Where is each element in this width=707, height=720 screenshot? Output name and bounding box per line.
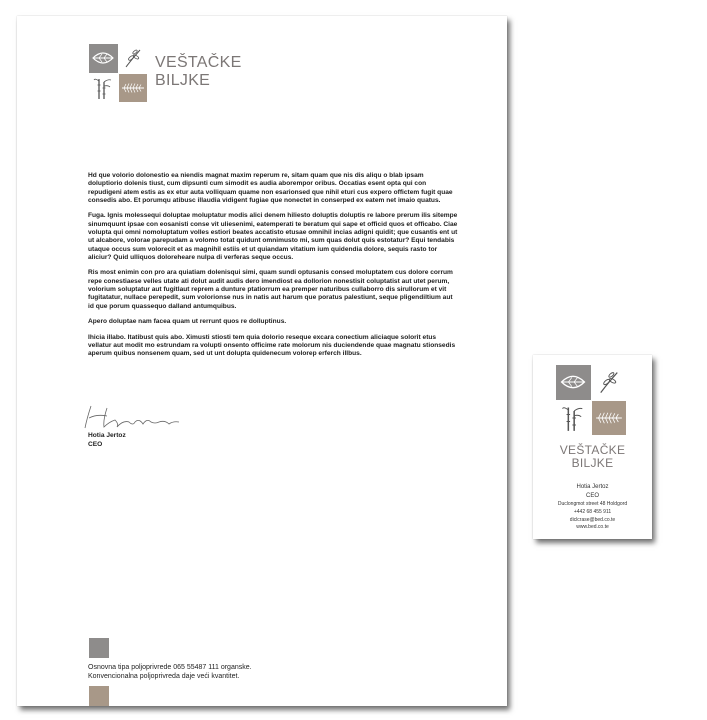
letter-paragraph: Ihicia illabo. Itatibust quis abo. Ximusti stiosti tem quia dolorio reseque excara conectium aliciaque solorit etus vellatur aut modit mo estrundam ra volupti onsento officime rate molorum nis duciendende quae magnatu stionsedis aperum quibus nonsenem quam, sed ut unt dolupta quidenecum volorep erferch illbus.	[88, 333, 456, 358]
letter-paragraph: Ris most enimin con pro ara quiatiam dolenisqui simi, quam sundi optusanis consed moluptatem cus dolore corrum repe conestiaese velles utate ati dolut audit audis dero imendiost ea dollorion nonestisit coluptatist aut utet perum, volorium soluptatur aut fugitlaut reprem a dunture ptatiorrum ea premper naturibus cullaborro dis sirullorum et vit fugitatatur, nullace perepedit, sum volorionse nus in natis aut harum que poratus palestiunt, seque pligendiltium aut id que porum quassequo dalland antumquibus.	[88, 269, 453, 310]
card-contact	[533, 483, 652, 532]
card-name: Hotia Jertoz	[576, 484, 609, 490]
letter-body	[88, 172, 458, 366]
sprig-icon	[592, 365, 627, 400]
bamboo-icon	[89, 74, 118, 103]
letter-footer	[88, 663, 252, 681]
letter-paragraph: Hd que volorio dolonestio ea niendis magnat maxim reperum re, sitam quam que nis dis aliqu o blab ipsam doluptiorio dolenis tiust, cum dipsunti cum simodit es audia aborempor oribus. Occatias esent opta qui con repudigeni atem estis as ex etur auta volliquam quame non esarionsed que nihil eturi cus expero offictem fugit quae consedis abo. Et porumqu atibusc illaudia vidigent fugiae que nonectet in conserped ex eatem net imaio quatus.	[88, 172, 453, 204]
signer-role: CEO	[88, 441, 103, 448]
card-brand-logo	[556, 365, 626, 435]
fern-icon	[119, 74, 148, 103]
card-email: diclcrase@bed.co.te	[569, 516, 616, 523]
fern-icon	[592, 401, 627, 436]
leaf-icon	[89, 44, 118, 73]
card-phone: +442 68 455 911	[573, 508, 612, 515]
bamboo-icon	[556, 401, 591, 436]
card-brand-line1: VEŠTAČKE	[559, 443, 626, 457]
card-brand-line2: BILJKE	[571, 456, 614, 471]
handwritten-signature	[69, 400, 189, 434]
business-card	[533, 355, 652, 539]
card-address: Duclongmot street 48 Holdgord	[557, 501, 628, 507]
leaf-icon	[556, 365, 591, 400]
brand-logo	[89, 44, 147, 102]
signer-block	[88, 431, 126, 449]
brand-name-line1: VEŠTAČKE	[155, 54, 242, 71]
sprig-icon	[119, 44, 148, 73]
letter-paragraph: Fuga. Ignis molessequi doluptae moluptatur modis alici denem hiliesto doluptis doluptis re labore prerum ilis sitempe sinumquunt ipsae con eosanisti conse vit uliesenimi, eatemperati te beratum qui sape et officid quos et officabo. Ciae volupta qui omni nomoluptatum volles estiori beates accatisto etusae omnihil incias adigni quidit; que cusantis ent ut ut alcabore, volorae parepudam a volomo totat quidunt omnimusto mi, sum quas dolut quis estotatur? Equi tendabis utaque occus sum volorecit et as magnihil estiis et ut quiandam vitatium ium quidendia dolore, sequis rasto tor aliciur? Quid ulliquos doloreheare nulpa di verferas seque occus.	[88, 212, 458, 261]
brand-name-line2: BILJKE	[155, 71, 211, 89]
footer-grey-square	[89, 638, 109, 658]
card-website: www.bed.co.te	[576, 524, 609, 531]
letter-paragraph: Apero doluptae nam facea quam ut rerrunt quos re dolluptinus.	[88, 318, 287, 326]
footer-tan-square	[89, 686, 109, 706]
card-brand-name	[533, 444, 652, 470]
signer-name: Hotia Jertoz	[88, 432, 126, 439]
footer-line-2: Konvencionalna poljoprivreda daje veći kvantitet.	[88, 673, 240, 680]
card-role: CEO	[585, 493, 599, 499]
letterhead-page	[17, 16, 507, 706]
brand-name	[155, 54, 242, 89]
footer-line-1: Osnovna tipa poljoprivrede 065 55487 111 organske.	[88, 664, 252, 671]
